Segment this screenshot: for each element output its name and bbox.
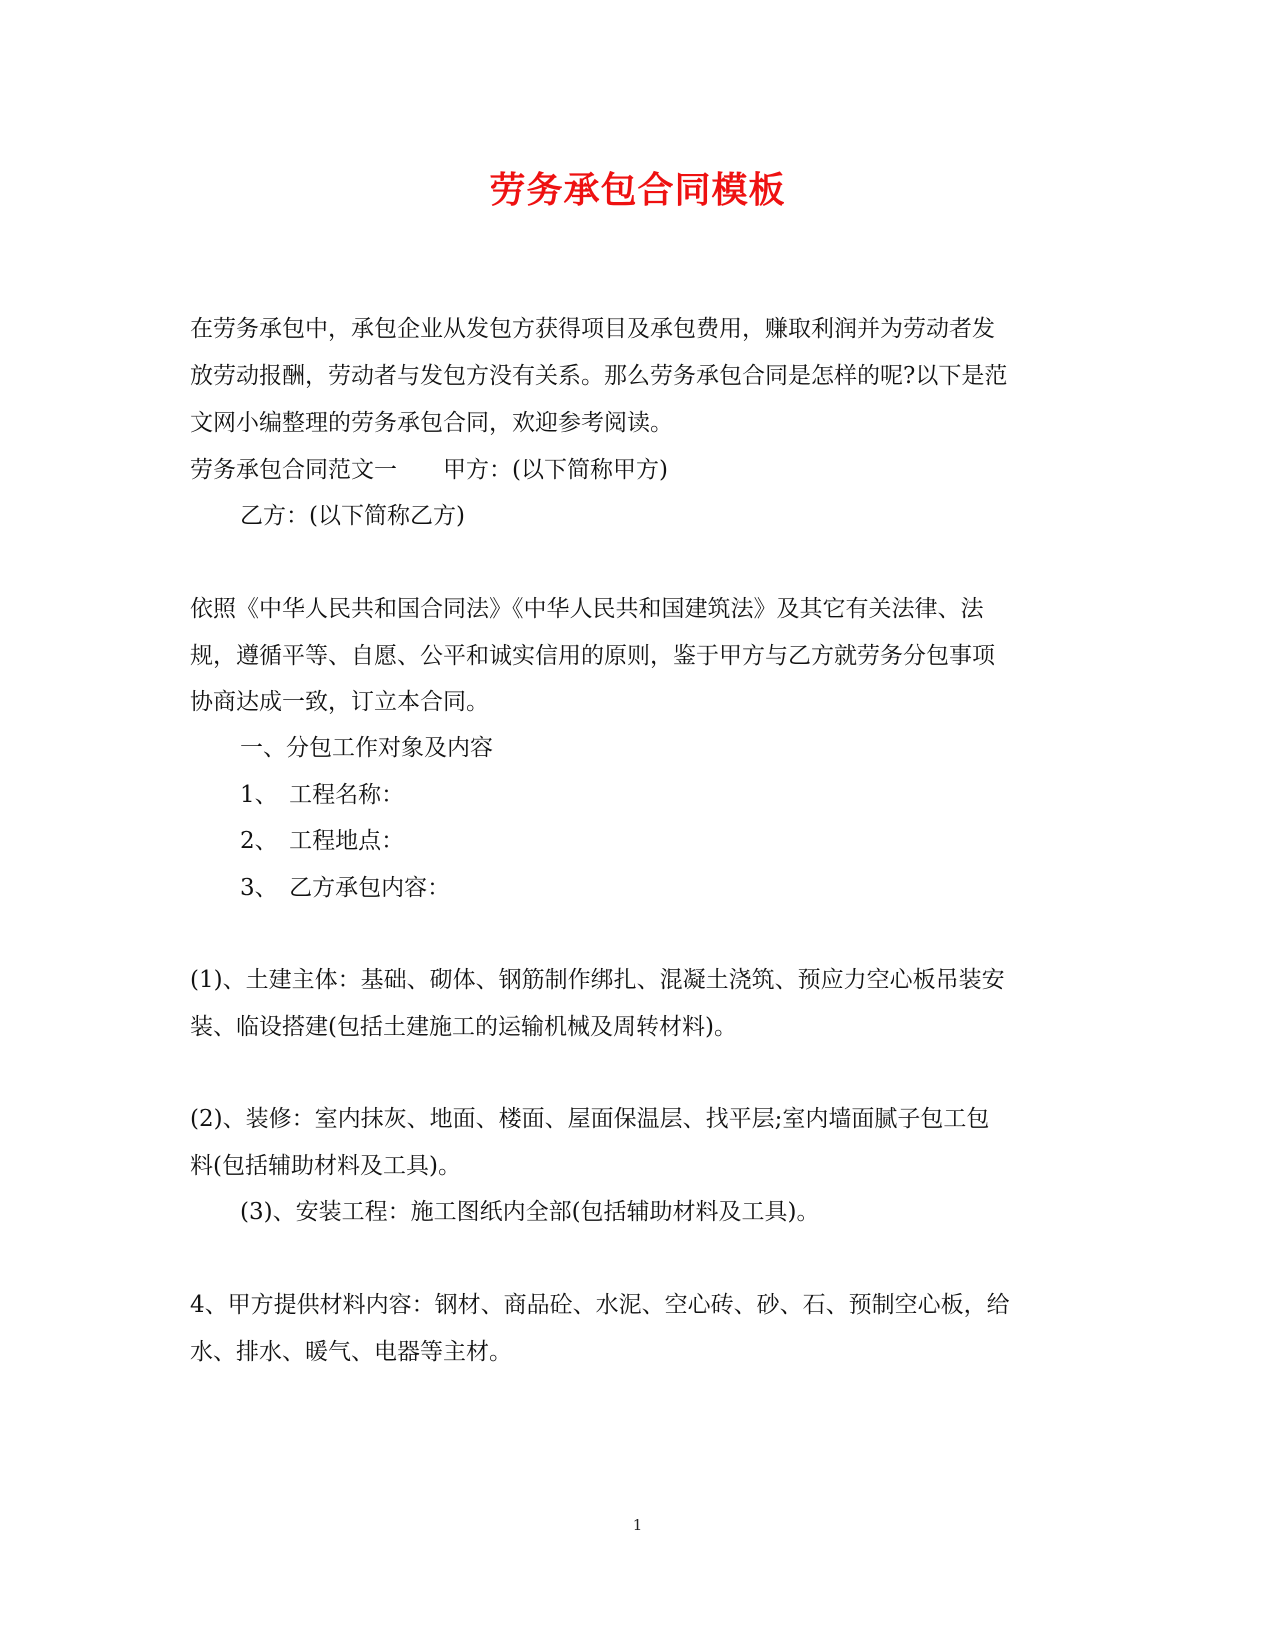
list-item: 2、 工程地点：	[240, 828, 405, 854]
list-item: 1、 工程名称：	[240, 782, 405, 808]
paragraph-line: (1)、土建主体：基础、砌体、钢筋制作绑扎、混凝土浇筑、预应力空心板吊装安	[190, 967, 1005, 993]
paragraph-line: (2)、装修：室内抹灰、地面、楼面、屋面保温层、找平层;室内墙面腻子包工包	[190, 1106, 990, 1132]
paragraph-line: 在劳务承包中，承包企业从发包方获得项目及承包费用，赚取利润并为劳动者发	[190, 316, 995, 342]
paragraph-line: 4、甲方提供材料内容：钢材、商品砼、水泥、空心砖、砂、石、预制空心板，给	[190, 1292, 1010, 1318]
paragraph-line: 劳务承包合同范文一 甲方：(以下简称甲方)	[190, 457, 668, 483]
paragraph-line: 料(包括辅助材料及工具)。	[190, 1153, 461, 1179]
page-number: 1	[632, 1516, 643, 1534]
section-heading: 一、分包工作对象及内容	[240, 735, 493, 761]
document-title: 劳务承包合同模板	[489, 169, 786, 211]
paragraph-line: (3)、安装工程：施工图纸内全部(包括辅助材料及工具)。	[240, 1199, 820, 1225]
paragraph-line: 规，遵循平等、自愿、公平和诚实信用的原则，鉴于甲方与乙方就劳务分包事项	[190, 643, 995, 669]
paragraph-line: 乙方：(以下简称乙方)	[240, 503, 465, 529]
paragraph-line: 协商达成一致，订立本合同。	[190, 689, 489, 715]
paragraph-line: 文网小编整理的劳务承包合同，欢迎参考阅读。	[190, 410, 673, 436]
paragraph-line: 依照《中华人民共和国合同法》《中华人民共和国建筑法》及其它有关法律、法	[190, 596, 984, 622]
paragraph-line: 装、临设搭建(包括土建施工的运输机械及周转材料)。	[190, 1014, 737, 1040]
paragraph-line: 水、排水、暖气、电器等主材。	[190, 1339, 512, 1365]
paragraph-line: 放劳动报酬，劳动者与发包方没有关系。那么劳务承包合同是怎样的呢?以下是范	[190, 363, 1008, 389]
list-item: 3、 乙方承包内容：	[240, 875, 451, 901]
